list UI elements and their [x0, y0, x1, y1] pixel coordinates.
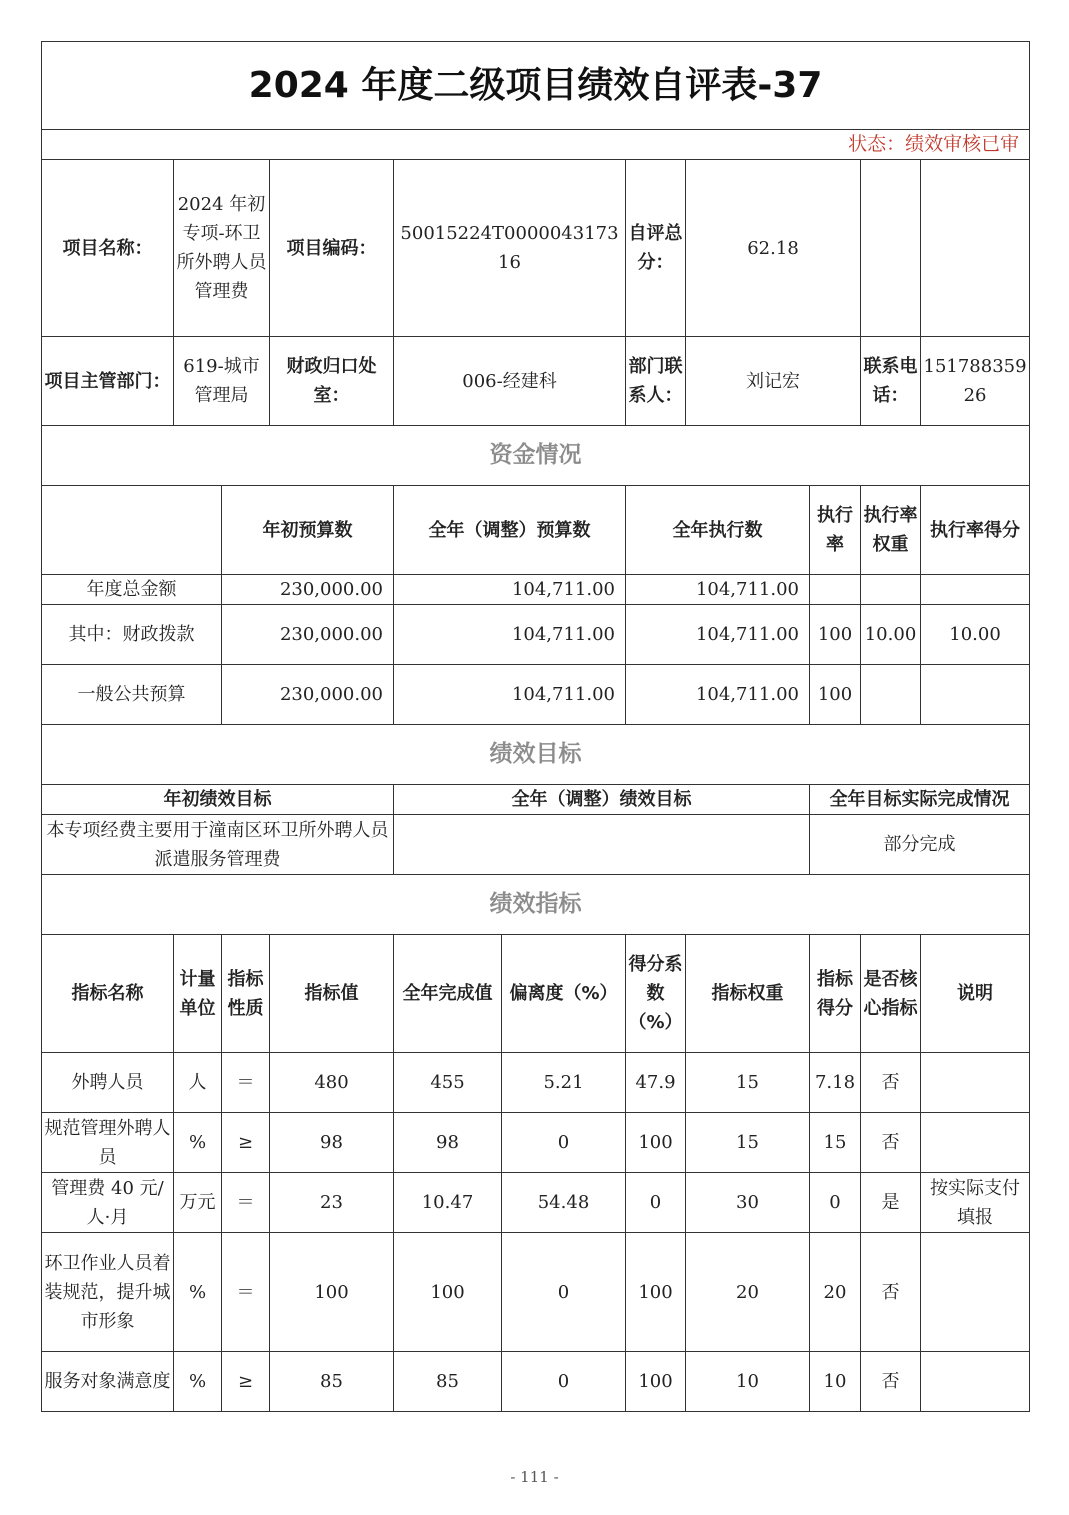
project-code-value: 50015224T000004317316: [394, 160, 626, 337]
project-name-label: 项目名称：: [42, 160, 174, 337]
funds-section-title: 资金情况: [42, 426, 1030, 486]
funds-row-initial: 230,000.00: [222, 575, 394, 605]
ind-name: 环卫作业人员着装规范，提升城市形象: [42, 1233, 174, 1352]
dept-value: 619-城市管理局: [174, 337, 270, 426]
finance-value: 006-经建科: [394, 337, 626, 426]
funds-header-empty: [42, 486, 222, 575]
ind-header-note: 说明: [921, 935, 1030, 1053]
funds-row-executed: 104,711.00: [626, 665, 810, 725]
indicators-section-title: 绩效指标: [42, 875, 1030, 935]
funds-row-name: 一般公共预算: [42, 665, 222, 725]
funds-row-rate: 100: [810, 665, 861, 725]
ind-unit: %: [174, 1113, 222, 1173]
funds-row-initial: 230,000.00: [222, 605, 394, 665]
ind-header-unit: 计量单位: [174, 935, 222, 1053]
ind-target: 98: [270, 1113, 394, 1173]
ind-unit: 万元: [174, 1173, 222, 1233]
table-row: [42, 665, 1030, 725]
ind-core: 否: [861, 1113, 921, 1173]
funds-header-adjusted: 全年（调整）预算数: [394, 486, 626, 575]
ind-deviation: 0: [502, 1113, 626, 1173]
ind-actual: 100: [394, 1233, 502, 1352]
ind-weight: 30: [686, 1173, 810, 1233]
ind-weight: 20: [686, 1233, 810, 1352]
ind-core: 否: [861, 1352, 921, 1412]
ind-actual: 455: [394, 1053, 502, 1113]
ind-core: 是: [861, 1173, 921, 1233]
ind-score: 10: [810, 1352, 861, 1412]
ind-weight: 15: [686, 1113, 810, 1173]
project-name-value: 2024 年初专项-环卫所外聘人员管理费: [174, 160, 270, 337]
ind-nature: ≥: [222, 1352, 270, 1412]
goals-header-actual: 全年目标实际完成情况: [810, 785, 1030, 815]
ind-target: 480: [270, 1053, 394, 1113]
ind-deviation: 0: [502, 1233, 626, 1352]
ind-note: [921, 1053, 1030, 1113]
goals-actual-value: 部分完成: [810, 815, 1030, 875]
finance-label: 财政归口处室：: [270, 337, 394, 426]
funds-header-weight: 执行率权重: [861, 486, 921, 575]
funds-row-initial: 230,000.00: [222, 665, 394, 725]
dept-label: 项目主管部门：: [42, 337, 174, 426]
ind-deviation: 54.48: [502, 1173, 626, 1233]
ind-nature: ＝: [222, 1053, 270, 1113]
funds-row-weight: [861, 665, 921, 725]
table-row: [42, 1173, 1030, 1233]
table-row: [42, 1233, 1030, 1352]
funds-row-rate: 100: [810, 605, 861, 665]
phone-label: 联系电话：: [861, 337, 921, 426]
funds-header-score: 执行率得分: [921, 486, 1030, 575]
ind-note: [921, 1233, 1030, 1352]
ind-score: 20: [810, 1233, 861, 1352]
self-score-label: 自评总分：: [626, 160, 686, 337]
ind-target: 23: [270, 1173, 394, 1233]
status-badge: 状态：绩效审核已审: [42, 130, 1030, 160]
ind-header-score: 指标得分: [810, 935, 861, 1053]
performance-evaluation-table: [41, 41, 1030, 1412]
ind-unit: %: [174, 1233, 222, 1352]
ind-header-name: 指标名称: [42, 935, 174, 1053]
ind-name: 规范管理外聘人员: [42, 1113, 174, 1173]
ind-header-coef: 得分系数（%）: [626, 935, 686, 1053]
table-row: [42, 1053, 1030, 1113]
contact-label: 部门联系人：: [626, 337, 686, 426]
funds-row-executed: 104,711.00: [626, 605, 810, 665]
ind-weight: 10: [686, 1352, 810, 1412]
goals-header-adjusted: 全年（调整）绩效目标: [394, 785, 810, 815]
ind-name: 管理费 40 元/人·月: [42, 1173, 174, 1233]
goals-initial-value: 本专项经费主要用于潼南区环卫所外聘人员派遣服务管理费: [42, 815, 394, 875]
funds-row-name: 年度总金额: [42, 575, 222, 605]
funds-header-initial: 年初预算数: [222, 486, 394, 575]
ind-score: 0: [810, 1173, 861, 1233]
ind-coef: 100: [626, 1352, 686, 1412]
funds-row-weight: [861, 575, 921, 605]
funds-row-rate: [810, 575, 861, 605]
funds-row-score: [921, 665, 1030, 725]
ind-unit: %: [174, 1352, 222, 1412]
contact-value: 刘记宏: [686, 337, 861, 426]
funds-row-score: 10.00: [921, 605, 1030, 665]
funds-row-adjusted: 104,711.00: [394, 575, 626, 605]
table-row: [42, 605, 1030, 665]
self-score-value: 62.18: [686, 160, 861, 337]
funds-row-weight: 10.00: [861, 605, 921, 665]
ind-header-nature: 指标性质: [222, 935, 270, 1053]
ind-coef: 47.9: [626, 1053, 686, 1113]
goals-header-initial: 年初绩效目标: [42, 785, 394, 815]
ind-actual: 98: [394, 1113, 502, 1173]
ind-nature: ＝: [222, 1173, 270, 1233]
ind-header-target: 指标值: [270, 935, 394, 1053]
ind-coef: 100: [626, 1233, 686, 1352]
empty-cell: [921, 160, 1030, 337]
ind-weight: 15: [686, 1053, 810, 1113]
funds-row-adjusted: 104,711.00: [394, 605, 626, 665]
funds-row-executed: 104,711.00: [626, 575, 810, 605]
ind-header-deviation: 偏离度（%）: [502, 935, 626, 1053]
funds-row-adjusted: 104,711.00: [394, 665, 626, 725]
ind-header-core: 是否核心指标: [861, 935, 921, 1053]
funds-header-rate: 执行率: [810, 486, 861, 575]
table-row: [42, 1352, 1030, 1412]
ind-note: 按实际支付填报: [921, 1173, 1030, 1233]
ind-name: 服务对象满意度: [42, 1352, 174, 1412]
ind-score: 7.18: [810, 1053, 861, 1113]
ind-nature: ＝: [222, 1233, 270, 1352]
phone-value: 15178835926: [921, 337, 1030, 426]
ind-actual: 85: [394, 1352, 502, 1412]
ind-core: 否: [861, 1053, 921, 1113]
ind-header-weight: 指标权重: [686, 935, 810, 1053]
ind-name: 外聘人员: [42, 1053, 174, 1113]
table-row: [42, 1113, 1030, 1173]
empty-cell: [861, 160, 921, 337]
ind-header-actual: 全年完成值: [394, 935, 502, 1053]
ind-unit: 人: [174, 1053, 222, 1113]
ind-core: 否: [861, 1233, 921, 1352]
project-code-label: 项目编码：: [270, 160, 394, 337]
ind-coef: 100: [626, 1113, 686, 1173]
funds-header-executed: 全年执行数: [626, 486, 810, 575]
goals-adjusted-value: [394, 815, 810, 875]
funds-row-name: 其中：财政拨款: [42, 605, 222, 665]
ind-deviation: 0: [502, 1352, 626, 1412]
ind-score: 15: [810, 1113, 861, 1173]
ind-nature: ≥: [222, 1113, 270, 1173]
ind-target: 100: [270, 1233, 394, 1352]
goals-section-title: 绩效目标: [42, 725, 1030, 785]
page-title: 2024 年度二级项目绩效自评表-37: [42, 42, 1030, 130]
ind-note: [921, 1113, 1030, 1173]
ind-target: 85: [270, 1352, 394, 1412]
ind-note: [921, 1352, 1030, 1412]
ind-deviation: 5.21: [502, 1053, 626, 1113]
funds-row-score: [921, 575, 1030, 605]
table-row: [42, 575, 1030, 605]
ind-actual: 10.47: [394, 1173, 502, 1233]
page-number: - 111 -: [510, 1468, 559, 1486]
ind-coef: 0: [626, 1173, 686, 1233]
